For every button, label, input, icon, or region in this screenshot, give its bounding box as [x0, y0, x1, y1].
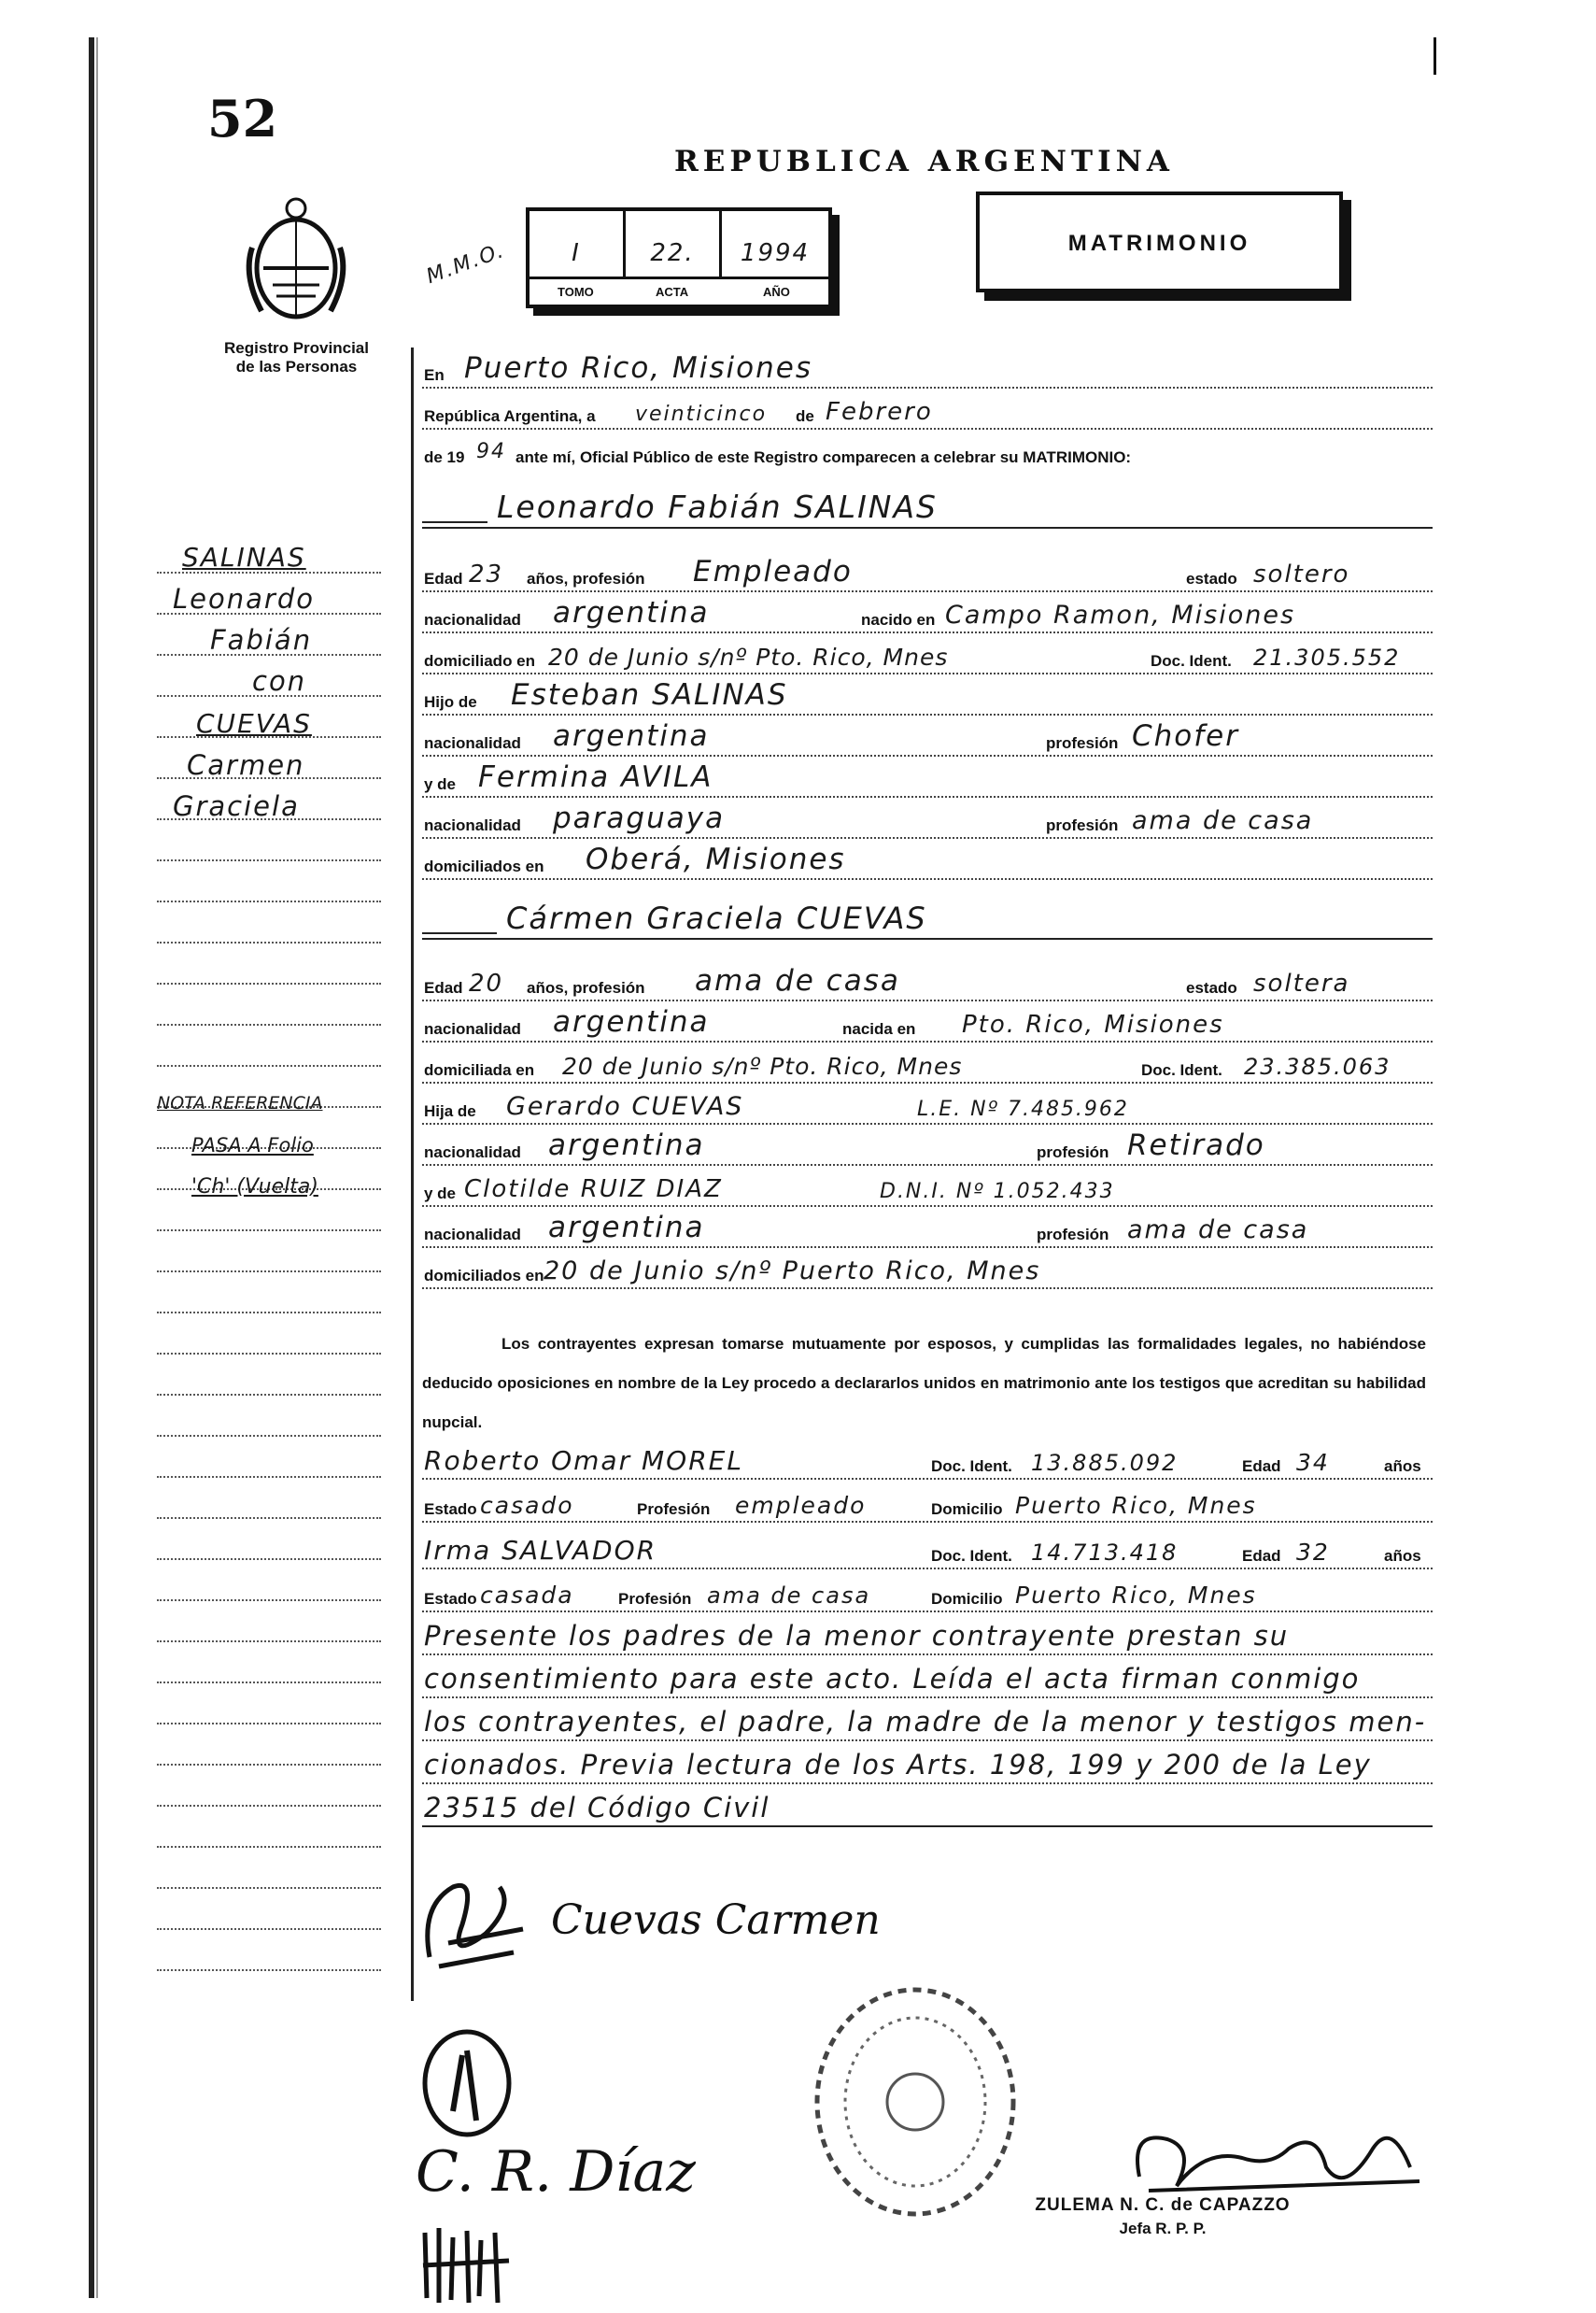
domicilio-label: Domicilio	[931, 1590, 1003, 1608]
bride-father-doc: L.E. Nº 7.485.962	[917, 1098, 1129, 1121]
margin-groom-first: Leonardo	[173, 583, 315, 615]
margin-bride-first: Carmen	[187, 749, 305, 781]
margin-ruled-line	[157, 1764, 381, 1766]
nacida-label: nacida en	[842, 1020, 916, 1038]
witness-2-name: Irma SALVADOR	[424, 1535, 657, 1566]
margin-ruled-line	[157, 1558, 381, 1560]
note-text-1: Presente los padres de la menor contrayente prestan su	[424, 1620, 1290, 1652]
margin-note-line-3: 'Ch' (Vuelta)	[191, 1175, 318, 1199]
act-type-box	[976, 192, 1343, 292]
nacionalidad-label: nacionalidad	[424, 1020, 521, 1038]
estado-label: Estado	[424, 1590, 477, 1608]
anos-label: años	[1384, 1547, 1421, 1565]
year-suffix: 94	[476, 440, 506, 463]
note-line-5	[422, 1792, 1433, 1833]
margin-ruled-line	[157, 983, 381, 985]
coat-of-arms	[235, 192, 357, 332]
groom-mother-name: Fermina AVILA	[478, 760, 713, 794]
witness-1-name: Roberto Omar MOREL	[424, 1445, 743, 1476]
intro-year-row	[422, 435, 1433, 476]
bride-age-row	[422, 966, 1433, 1007]
groom-mother-nationality: paraguaya	[553, 802, 726, 835]
margin-surname-groom: SALINAS	[182, 542, 306, 573]
intro-place-row	[422, 353, 1433, 394]
bride-parents-address: 20 de Junio s/nº Puerto Rico, Mnes	[544, 1256, 1041, 1285]
tomo-value: I	[572, 239, 581, 267]
nacido-label: nacido en	[861, 611, 936, 629]
estado-label: Estado	[424, 1500, 477, 1518]
margin-ruled-line	[157, 1229, 381, 1231]
officer-stamp	[1023, 2195, 1303, 2238]
mother-signature: C. R. Díaz	[416, 2139, 696, 2205]
nacionalidad-label: nacionalidad	[424, 611, 521, 629]
registry-line-1: Registro Provincial	[224, 339, 369, 357]
margin-ruled-line	[157, 859, 381, 861]
groom-mother-row	[422, 762, 1433, 803]
groom-parents-address: Oberá, Misiones	[586, 843, 846, 876]
domiciliado-label: domiciliado en	[424, 652, 536, 670]
note-line-4	[422, 1749, 1433, 1790]
note-line-1	[422, 1620, 1433, 1661]
place-value: Puerto Rico, Misiones	[464, 351, 812, 385]
nacionalidad-label: nacionalidad	[424, 1226, 521, 1243]
nacionalidad-label: nacionalidad	[424, 816, 521, 834]
witness-2-doc: 14.713.418	[1031, 1540, 1179, 1566]
nacionalidad-label: nacionalidad	[424, 1143, 521, 1161]
year-prefix: de 19	[424, 448, 465, 466]
tomo-label: TOMO	[558, 285, 594, 299]
doc-label: Doc. Ident.	[1141, 1061, 1222, 1079]
bride-parents-address-row	[422, 1254, 1433, 1295]
domiciliados-label: domiciliados en	[424, 858, 544, 875]
margin-ruled-line	[157, 1353, 381, 1355]
note-text-4: cionados. Previa lectura de los Arts. 198, 199 y 200 de la Ley	[424, 1749, 1372, 1781]
estado-label: estado	[1186, 570, 1237, 588]
groom-full-name: Leonardo Fabián SALINAS	[497, 489, 939, 525]
margin-surname-bride: CUEVAS	[196, 708, 312, 739]
groom-father-name: Esteban SALINAS	[511, 678, 788, 712]
registry-name	[191, 339, 402, 376]
groom-signature	[411, 1868, 542, 1980]
binding-edge	[89, 37, 94, 2298]
ano-label: AÑO	[763, 285, 790, 299]
registry-line-2: de las Personas	[235, 358, 358, 376]
margin-ruled-line	[157, 1476, 381, 1478]
note-line-2	[422, 1663, 1433, 1704]
bride-mother-nationality: argentina	[548, 1211, 705, 1244]
officer-stamp-line-1: ZULEMA N. C. de CAPAZZO	[1035, 2195, 1291, 2215]
bride-name-row	[422, 897, 1433, 945]
de-label: de	[796, 407, 814, 425]
act-type: MATRIMONIO	[1067, 231, 1251, 256]
witness-1-profession: empleado	[735, 1492, 867, 1519]
groom-father-details-row	[422, 721, 1433, 762]
witness-1-details-row	[422, 1487, 1433, 1528]
edad-label: Edad	[1242, 1457, 1281, 1475]
witness-1-doc: 13.885.092	[1031, 1450, 1179, 1476]
bride-nationality: argentina	[553, 1005, 710, 1039]
hijo-label: Hijo de	[424, 693, 477, 711]
witness-2-details-row	[422, 1577, 1433, 1618]
groom-mother-details-row	[422, 803, 1433, 844]
bride-mother-profession: ama de casa	[1127, 1215, 1309, 1244]
groom-father-row	[422, 680, 1433, 721]
margin-note-line-2: PASA A Folio	[191, 1134, 314, 1156]
groom-address: 20 de Junio s/nº Pto. Rico, Mnes	[548, 644, 949, 671]
nacionalidad-label: nacionalidad	[424, 734, 521, 752]
witness-1-status: casado	[480, 1492, 574, 1519]
note-text-3: los contrayentes, el padre, la madre de la menor y testigos men-	[424, 1706, 1427, 1738]
witness-1-address: Puerto Rico, Mnes	[1015, 1492, 1257, 1519]
note-line-3	[422, 1706, 1433, 1747]
hija-label: Hija de	[424, 1102, 476, 1120]
bride-doc: 23.385.063	[1244, 1054, 1391, 1080]
margin-ruled-line	[157, 1394, 381, 1396]
witness-1-row	[422, 1439, 1433, 1485]
groom-address-row	[422, 639, 1433, 680]
bride-mother-doc: D.N.I. Nº 1.052.433	[880, 1180, 1115, 1203]
doc-label: Doc. Ident.	[1151, 652, 1232, 670]
note-text-5: 23515 del Código Civil	[424, 1792, 770, 1823]
witness-2-profession: ama de casa	[707, 1582, 871, 1609]
bride-birthplace: Pto. Rico, Misiones	[962, 1011, 1224, 1039]
domiciliados-label: domiciliados en	[424, 1267, 544, 1284]
margin-ruled-line	[157, 1887, 381, 1889]
margin-ruled-line	[157, 1312, 381, 1313]
intro-date-row	[422, 394, 1433, 435]
margin-ruled-line	[157, 1435, 381, 1437]
margin-bride-second: Graciela	[173, 790, 300, 822]
bride-address: 20 de Junio s/nº Pto. Rico, Mnes	[562, 1053, 963, 1080]
anos-profesion-label: años, profesión	[527, 979, 645, 997]
column-divider	[411, 348, 414, 2001]
right-edge-mark	[1434, 37, 1436, 75]
profesion-label: profesión	[1037, 1143, 1109, 1161]
groom-mother-profession: ama de casa	[1132, 806, 1314, 835]
profesion-label: profesión	[1046, 734, 1119, 752]
doc-label: Doc. Ident.	[931, 1547, 1012, 1565]
bride-father-profession: Retirado	[1127, 1128, 1265, 1162]
mmo-note: M.M.O.	[423, 238, 509, 290]
margin-ruled-line	[157, 1682, 381, 1683]
intro-statement: ante mí, Oficial Público de este Registro comparecen a celebrar su MATRIMONIO:	[516, 448, 1132, 466]
bride-address-row	[422, 1048, 1433, 1089]
father-signature	[411, 2018, 523, 2139]
domiciliada-label: domiciliada en	[424, 1061, 535, 1079]
bride-mother-name: Clotilde RUIZ DIAZ	[464, 1175, 723, 1203]
margin-ruled-line	[157, 1723, 381, 1724]
country-title: REPUBLICA ARGENTINA	[674, 145, 1174, 178]
profesion-label: Profesión	[637, 1500, 711, 1518]
bride-signature: Cuevas Carmen	[551, 1896, 881, 1944]
groom-doc: 21.305.552	[1253, 645, 1401, 671]
groom-age-row	[422, 557, 1433, 598]
groom-father-profession: Chofer	[1132, 719, 1239, 753]
margin-ruled-line	[157, 1024, 381, 1026]
anos-profesion-label: años, profesión	[527, 570, 645, 588]
estado-label: estado	[1186, 979, 1237, 997]
edad-label: Edad	[424, 979, 463, 997]
union-statement: Los contrayentes expresan tomarse mutuamente por esposos, y cumplidas las formalidades legales, no habiéndose deducido oposiciones en nombre de la Ley procedo a declararlos unidos en matrimonio ante los testigos que acreditan su habilidad nupcial.	[422, 1335, 1426, 1431]
margin-ruled-line	[157, 1065, 381, 1067]
acta-value: 22.	[650, 239, 695, 267]
witness-2-status: casada	[480, 1582, 574, 1609]
bride-mother-details-row	[422, 1213, 1433, 1254]
bride-full-name: Cármen Graciela CUEVAS	[506, 901, 927, 936]
groom-nationality-row	[422, 598, 1433, 639]
y-de-label: y de	[424, 775, 457, 793]
profesion-label: Profesión	[618, 1590, 692, 1608]
margin-ruled-line	[157, 1928, 381, 1930]
official-seal	[803, 1980, 1027, 2223]
page-number: 52	[207, 89, 278, 149]
edad-label: Edad	[1242, 1547, 1281, 1565]
groom-profession: Empleado	[693, 555, 853, 589]
bride-father-nationality: argentina	[548, 1128, 705, 1162]
ano-value: 1994	[740, 239, 811, 267]
note-text-2: consentimiento para este acto. Leída el acta firman conmigo	[424, 1663, 1361, 1695]
y-de-label: y de	[424, 1185, 457, 1202]
day-value: veinticinco	[635, 403, 768, 426]
bride-marital-status: soltera	[1253, 970, 1350, 998]
edad-label: Edad	[424, 570, 463, 588]
act-reference-box	[526, 207, 832, 308]
margin-ruled-line	[157, 901, 381, 902]
witness-2-address: Puerto Rico, Mnes	[1015, 1582, 1257, 1609]
officer-stamp-line-2: Jefa R. P. P.	[1119, 2220, 1207, 2237]
profesion-label: profesión	[1037, 1226, 1109, 1243]
groom-parents-address-row	[422, 844, 1433, 886]
margin-ruled-line	[157, 942, 381, 944]
margin-note-line-1: NOTA REFERENCIA	[157, 1093, 323, 1114]
doc-label: Doc. Ident.	[931, 1457, 1012, 1475]
groom-father-nationality: argentina	[553, 719, 710, 753]
groom-name-row	[422, 486, 1433, 534]
groom-marital-status: soltero	[1253, 561, 1350, 589]
bride-father-name: Gerardo CUEVAS	[506, 1092, 744, 1121]
witness-2-age: 32	[1296, 1539, 1330, 1566]
margin-ruled-line	[157, 1846, 381, 1848]
witness-2-row	[422, 1528, 1433, 1575]
bride-father-details-row	[422, 1130, 1433, 1171]
acta-label: ACTA	[656, 285, 689, 299]
witness-1-age: 34	[1296, 1449, 1330, 1476]
bride-father-row	[422, 1089, 1433, 1130]
margin-ruled-line	[157, 1805, 381, 1807]
bride-nationality-row	[422, 1007, 1433, 1048]
bride-age: 20	[469, 970, 504, 998]
margin-ruled-line	[157, 1517, 381, 1519]
groom-nationality: argentina	[553, 596, 710, 630]
witness-scribble	[416, 2214, 528, 2307]
margin-ruled-line	[157, 1969, 381, 1971]
binding-edge-shadow	[96, 37, 98, 2298]
bride-profession: ama de casa	[695, 964, 900, 998]
margin-groom-second: Fabián	[210, 624, 313, 656]
profesion-label: profesión	[1046, 816, 1119, 834]
margin-con: con	[252, 665, 307, 697]
bride-mother-row	[422, 1171, 1433, 1213]
margin-ruled-line	[157, 1270, 381, 1272]
month-value: Febrero	[826, 398, 933, 426]
margin-ruled-line	[157, 1640, 381, 1642]
margin-ruled-line	[157, 1599, 381, 1601]
groom-birthplace: Campo Ramon, Misiones	[945, 601, 1296, 630]
coat-of-arms-icon	[235, 192, 357, 332]
anos-label: años	[1384, 1457, 1421, 1475]
republica-label: República Argentina, a	[424, 407, 596, 425]
en-label: En	[424, 366, 445, 384]
domicilio-label: Domicilio	[931, 1500, 1003, 1518]
groom-age: 23	[469, 561, 504, 589]
